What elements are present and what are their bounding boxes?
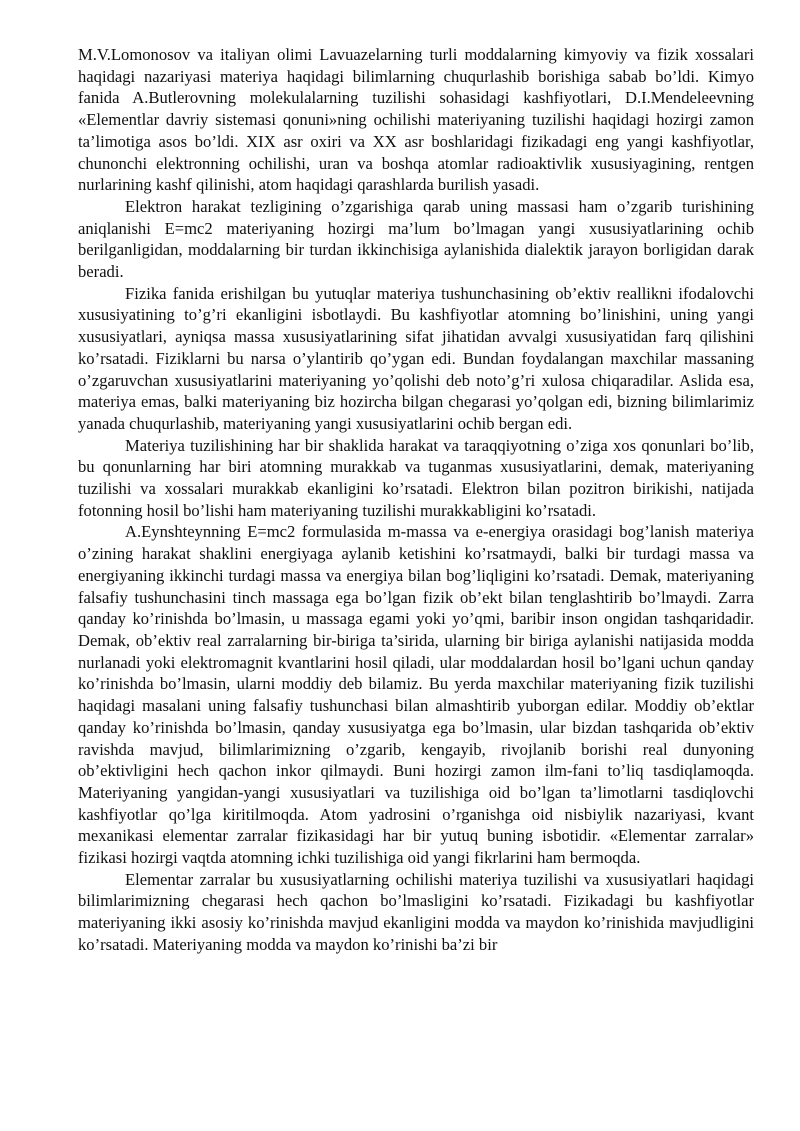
document-page [78, 44, 754, 956]
paragraph-matter-structure: Materiya tuzilishining har bir shaklida harakat va taraqqiyotning o’ziga xos qonunlari bo’lib, bu qonunlarning har biri atomning murakkab va tuganmas xususiyatlarini, demak, materiyaning tuzilishi va xossalari murakkab ekanligini ko’rsatadi. Elektron bilan pozitron birikishi, natijada fotonning hosil bo’lishi ham materiyaning tuzilishi murakkabligini ko’rsatadi. [78, 435, 754, 520]
paragraph-elementary-particles: Elementar zarralar bu xususiyatlarning ochilishi materiya tuzilishi va xususiyatlari haqidagi bilimlarimizning chegarasi hech qachon bo’lmasligini ko’rsatadi. Fizikadagi bu kashfiyotlar materiyaning ikki asosiy ko’rinishda mavjud ekanligini modda va maydon ko’rinishida mavjudligini ko’rsatadi. Materiyaning modda va maydon ko’rinishi ba’zi bir [78, 869, 754, 954]
paragraph-lomonosov: M.V.Lomonosov va italiyan olimi Lavuazelarning turli moddalarning kimyoviy va fizik xossalari haqidagi nazariyasi materiya haqidagi bilimlarning chuqurlashib borishiga sabab bo’ldi. Kimyo fanida A.Butlerovning molekulalarning tuzilishi sohasidagi kashfiyotlari, D.I.Mendeleevning «Elementlar davriy sistemasi qonuni»ning ochilishi materiyaning tuzilishi haqidagi hozirgi zamon ta’limotiga asos bo’ldi. XIX asr oxiri va XX asr boshlaridagi fizikadagi eng yangi kashfiyotlar, chunonchi elektronning ochilishi, uran va boshqa atomlar radioaktivlik xususiyagining, rentgen nurlarining kashf qilinishi, atom haqidagi qarashlarda burilish yasadi. [78, 45, 754, 195]
paragraph-physics-achievements: Fizika fanida erishilgan bu yutuqlar materiya tushunchasining ob’ektiv reallikni ifodalovchi xususiyatining to’g’ri ekanligini isbotlaydi. Bu kashfiyotlar atomning bo’linishini, uning yangi xususiyatlari, ayniqsa massa xususiyatlarining sifat jihatidan avvalgi xususiyatidan farq qilishini ko’rsatadi. Fiziklarni bu narsa o’ylantirib qo’ygan edi. Bundan foydalangan maxchilar massaning o’zgaruvchan xususiyatlarini materiyaning yo’qolishi deb noto’g’ri xulosa chiqaradilar. Aslida esa, materiya emas, balki materiyaning biz hozircha bilgan chegarasi yo’qolgan edi, bizning bilimlarimiz yanada chuqurlashib, materiyaning yangi xususiyatlarini ochib bergan edi. [78, 283, 754, 433]
paragraph-einstein-formula: A.Eynshteynning E=mc2 formulasida m-massa va e-energiya orasidagi bog’lanish materiya o’zining harakat shaklini energiyaga aylanib ketishini ko’rsatmaydi, balki bir turdagi massa va energiyaning ikkinchi turdagi massa va energiya bilan bog’liqligini ko’rsatadi. Demak, materiyaning falsafiy tushunchasini tinch massaga ega bo’lgan fizik ob’ekt bilan tenglashtirib bo’lmaydi. Zarra qanday ko’rinishda bo’lmasin, u massaga egami yoki yo’qmi, baribir inson ongidan tashqaridadir. Demak, ob’ektiv real zarralarning bir-biriga ta’sirida, ularning bir biriga aylanishi natijasida modda nurlanadi yoki elektromagnit kvantlarini hosil qiladi, ular moddalardan hosil bo’lgani uchun qanday ko’rinishda bo’lmasin, ularni moddiy deb bilamiz. Bu yerda maxchilar materiyaning fizik tuzilishi haqidagi masalani uning falsafiy tushunchasi bilan almashtirib yuborgan edilar. Moddiy ob’ektlar qanday ko’rinishda bo’lmasin, qanday xususiyatga ega bo’lmasin, ular bizdan tashqarida ob’ektiv ravishda mavjud, bilimlarimizning o’zgarib, kengayib, rivojlanib borishi real dunyoning ob’ektivligini hech qachon inkor qilmaydi. Buni hozirgi zamon ilm-fani to’liq tasdiqlamoqda. Materiyaning yangidan-yangi xususiyatlari va tuzilishiga oid bo’lgan ta’limotlarni tasdiqlovchi kashfiyotlar qo’lga kiritilmoqda. Atom yadrosini o’rganishga oid nisbiylik nazariyasi, kvant mexanikasi elementar zarralar fizikasidagi har bir yutuq buning isbotidir. «Elementar zarralar» fizikasi hozirgi vaqtda atomning ichki tuzilishiga oid yangi fikrlarini ham bermoqda. [78, 522, 754, 868]
paragraph-electron-velocity: Elektron harakat tezligining o’zgarishiga qarab uning massasi ham o’zgarib turishining aniqlanishi E=mc2 materiyaning hozirgi ma’lum bo’lmagan yangi xususiyatlarining ochib berilganligidan, moddalarning bir turdan ikkinchisiga aylanishida dialektik jarayon borligidan darak beradi. [78, 196, 754, 282]
